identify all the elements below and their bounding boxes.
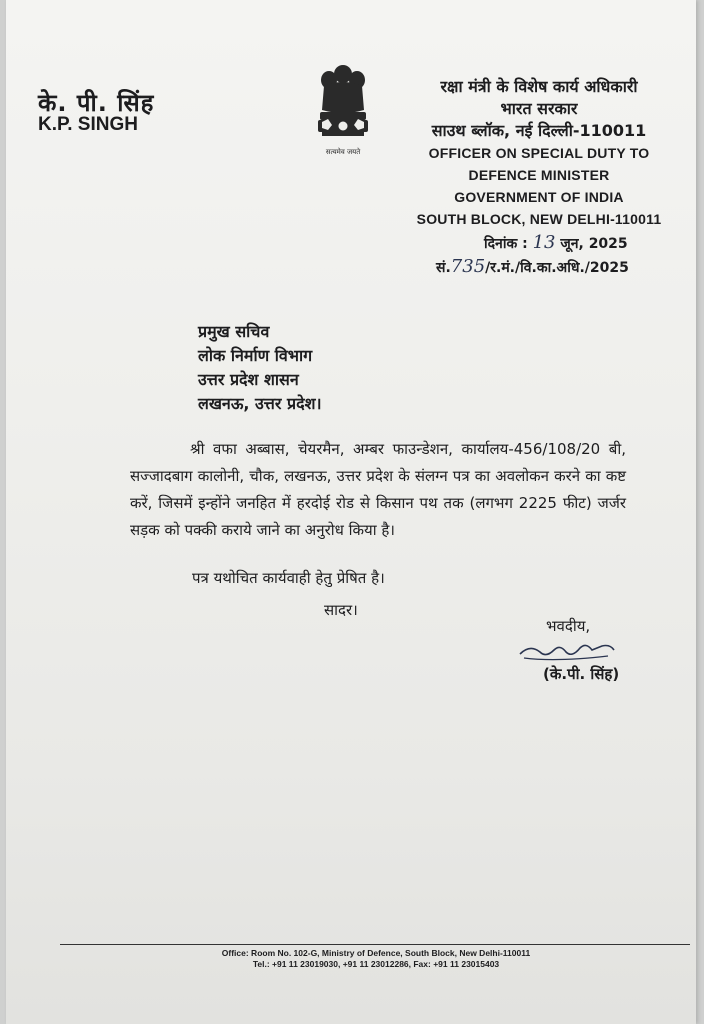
office-title-english: OFFICER ON SPECIAL DUTY TO (428, 145, 650, 161)
office-govt-hindi: भारत सरकार (500, 99, 578, 118)
forward-line: पत्र यथोचित कार्यवाही हेतु प्रेषित है। (192, 569, 385, 587)
office-address-english: SOUTH BLOCK, NEW DELHI-110011 (416, 211, 662, 227)
salutation: भवदीय, (546, 617, 591, 635)
addressee-line-1: प्रमुख सचिव (198, 322, 270, 341)
office-govt-english: GOVERNMENT OF INDIA (454, 189, 624, 205)
letter-date (484, 232, 628, 253)
letter-page (6, 0, 696, 1024)
body-paragraph: श्री वफा अब्बास, चेयरमैन, अम्बर फाउन्डेशन, कार्यालय-456/108/20 बी, सज्जादबाग कालोनी, चौक, लखनऊ, उत्तर प्रदेश के संलग्न पत्र का अवलोकन करने का कष्ट करें, जिसमें इन्होंने जनहित में हरदोई रोड से किसान पथ तक (लगभग 2225 फीट) जर्जर सड़क को पक्की कराये जाने का अनुरोध किया है। (130, 440, 626, 539)
office-title-english-2: DEFENCE MINISTER (468, 167, 610, 183)
date-label: दिनांक : (484, 236, 528, 252)
addressee-line-4: लखनऊ, उत्तर प्रदेश। (198, 394, 322, 413)
footer-divider (60, 944, 690, 945)
reference-prefix: सं. (436, 260, 451, 276)
letter-body (130, 436, 626, 544)
reference-suffix: /र.मं./वि.का.अधि./2025 (485, 260, 629, 276)
sender-name-hindi: के. पी. सिंह (38, 89, 155, 117)
office-header (404, 76, 674, 230)
signature-icon (516, 636, 626, 666)
reference-number-handwritten: 735 (450, 256, 486, 277)
sender-name-english: K.P. SINGH (38, 114, 138, 135)
closing-line: सादर। (324, 601, 358, 619)
reference-number (436, 256, 629, 277)
office-title-hindi: रक्षा मंत्री के विशेष कार्य अधिकारी (440, 77, 638, 96)
national-emblem-icon (304, 58, 382, 162)
addressee-block (198, 320, 322, 416)
date-day-handwritten: 13 (532, 232, 556, 253)
signatory-name: (के.पी. सिंह) (543, 665, 620, 683)
office-address-hindi: साउथ ब्लॉक, नई दिल्ली-110011 (431, 121, 647, 140)
addressee-line-3: उत्तर प्रदेश शासन (198, 370, 299, 389)
footer-address: Office: Room No. 102-G, Ministry of Defence, South Block, New Delhi-110011 (221, 948, 531, 958)
emblem-motto: सत्यमेव जयते (325, 148, 361, 156)
date-month-year: जून, 2025 (560, 236, 628, 252)
addressee-line-2: लोक निर्माण विभाग (198, 346, 313, 365)
footer-contact: Tel.: +91 11 23019030, +91 11 23012286, Fax: +91 11 23015403 (252, 959, 500, 969)
footer (66, 948, 686, 970)
